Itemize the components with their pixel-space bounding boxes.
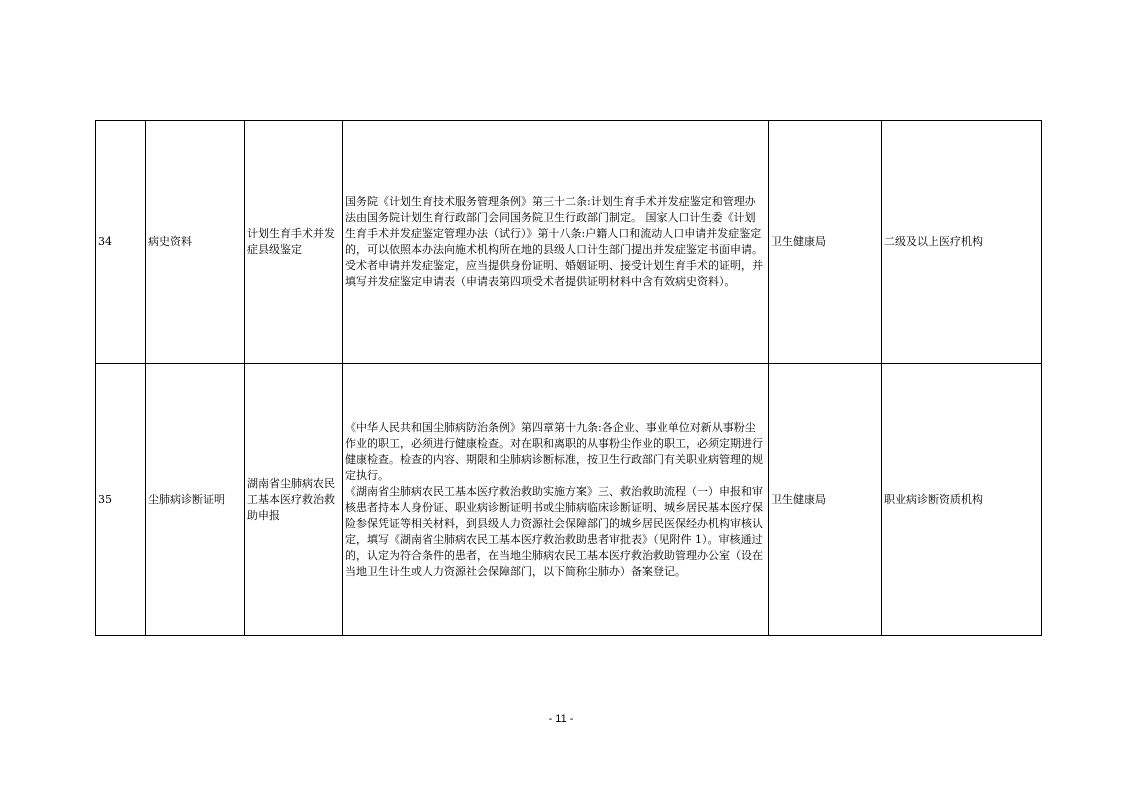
legal-basis [343, 364, 769, 636]
issuing-institution: 二级及以上医疗机构 [882, 121, 1042, 364]
page-number: - 11 - [548, 713, 574, 725]
legal-basis-paragraph: 国务院《计划生育技术服务管理条例》第三十二条:计划生育手术并发症鉴定和管理办法由国务院计划生育行政部门会同国务院卫生行政部门制定。 国家人口计生委《计划生育手术并发症鉴定管理办法（试行）》第十八条:户籍人口和流动人口申请并发症鉴定的，可以依照本办法向施术机构所在地的县级人口计生部门提出并发症鉴定书面申请。受术者申请并发症鉴定，应当提供身份证明、婚姻证明、接受计划生育手术的证明，并填写并发症鉴定申请表（申请表第四项受术者提供证明材料中含有效病史资料）。 [345, 195, 763, 288]
legal-basis-paragraph: 《中华人民共和国尘肺病防治条例》第四章第十九条:各企业、事业单位对新从事粉尘作业的职工，必须进行健康检查。对在职和离职的从事粉尘作业的职工，必须定期进行健康检查。检查的内容、期限和尘肺病诊断标准，按卫生行政部门有关职业病管理的规定执行。 [345, 420, 763, 482]
department: 卫生健康局 [769, 364, 882, 636]
service-item: 计划生育手术并发症县级鉴定 [245, 121, 343, 364]
issuing-institution: 职业病诊断资质机构 [882, 364, 1042, 636]
row-number: 34 [96, 121, 146, 364]
department: 卫生健康局 [769, 121, 882, 364]
materials-table [95, 120, 1042, 636]
legal-basis-paragraph: 《湖南省尘肺病农民工基本医疗救治救助实施方案》三、救治救助流程（一）申报和审核患者持本人身份证、职业病诊断证明书或尘肺病临床诊断证明、城乡居民基本医疗保险参保凭证等相关材料，到县级人力资源社会保障部门的城乡居民医保经办机构审核认定，填写《湖南省尘肺病农民工基本医疗救治救助患者审批表》（见附件 1）。审核通过的，认定为符合条件的患者，在当地尘肺病农民工基本医疗救治救助管理办公室（设在当地卫生计生或人力资源社会保障部门，以下简称尘肺办）备案登记。 [345, 484, 763, 578]
service-item: 湖南省尘肺病农民工基本医疗救治救助申报 [245, 364, 343, 636]
row-number: 35 [96, 364, 146, 636]
material-name: 病史资料 [146, 121, 245, 364]
material-name: 尘肺病诊断证明 [146, 364, 245, 636]
table-row [96, 364, 1042, 636]
table-row [96, 121, 1042, 364]
legal-basis [343, 121, 769, 364]
